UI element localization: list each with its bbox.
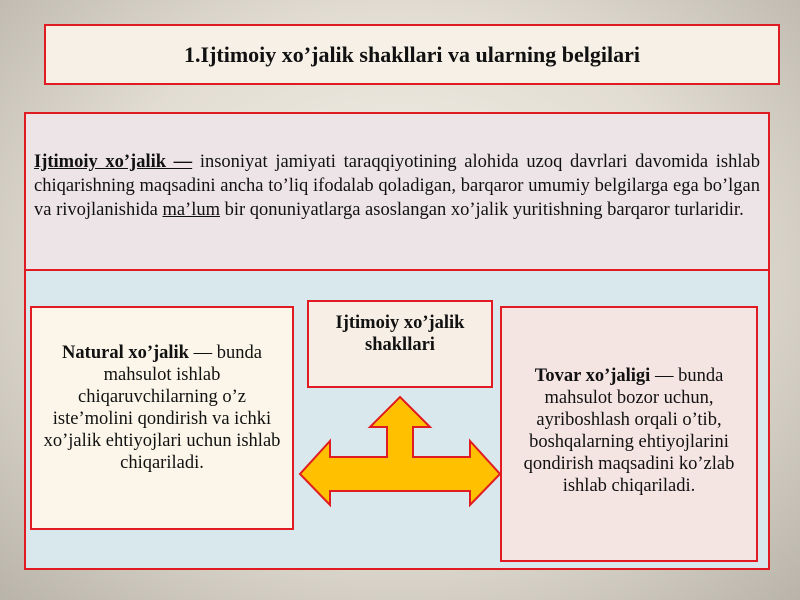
definition-text: [34, 150, 760, 222]
natural-economy-box: [30, 306, 294, 530]
title-box: [44, 24, 780, 85]
definition-text-before: insoniyat jamiyati taraqqiyotining alohida uzoq davrlari davomida ishlab chiqarishning maqsadini ancha to’liq ifodalab qoladigan, barqaror umumiy belgilarga ega bo’lgan va rivojlanishida: [34, 152, 760, 220]
commodity-economy-box: [500, 306, 758, 562]
commodity-economy-text: [508, 365, 750, 497]
commodity-economy-term: Tovar xo’jaligi: [534, 366, 651, 386]
definition-box: [26, 114, 768, 271]
definition-text-after: bir qonuniyatlarga asoslangan xo’jalik yuritishning barqaror turlaridir.: [220, 200, 744, 220]
natural-economy-description: — bunda mahsulot ishlab chiqaruvchilarning o’z iste’molini qondirish va ichki xo’jalik ehtiyojlari uchun ishlab chiqariladi.: [43, 343, 281, 473]
natural-economy-term: Natural xo’jalik: [62, 343, 189, 363]
economy-forms-label: Ijtimoiy xo’jalik shakllari: [335, 313, 465, 355]
three-way-arrow-icon: [296, 395, 502, 507]
definition-term: Ijtimoiy xo’jalik —: [34, 152, 193, 172]
definition-underlined-word: ma’lum: [162, 200, 220, 220]
natural-economy-text: [42, 342, 282, 474]
economy-forms-box: [307, 300, 493, 388]
commodity-economy-description: — bunda mahsulot bozor uchun, ayriboshlash orqali o’tib, boshqalarning ehtiyojlarini qondirish maqsadini ko’zlab ishlab chiqariladi.: [523, 366, 735, 496]
slide-title: 1.Ijtimoiy xo’jalik shakllari va ularning belgilari: [184, 41, 640, 67]
three-way-arrow-shape: [300, 397, 500, 505]
